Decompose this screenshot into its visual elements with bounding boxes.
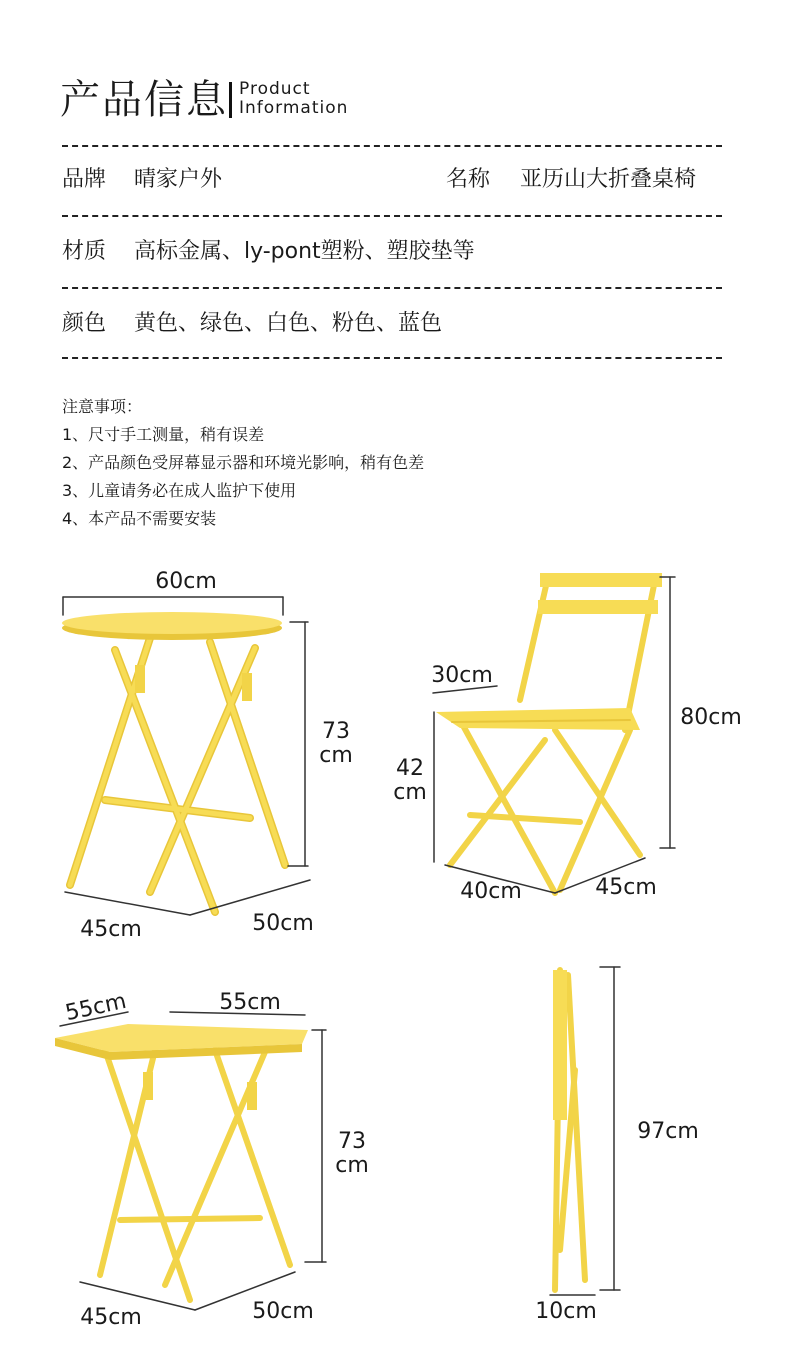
height-number: 73 bbox=[338, 1129, 366, 1154]
note-item: 1、尺寸手工测量，稍有误差 bbox=[62, 425, 265, 444]
chair-height-label: 80cm bbox=[680, 705, 742, 730]
note-item: 3、儿童请务必在成人监护下使用 bbox=[62, 481, 297, 500]
note-item: 4、本产品不需要安装 bbox=[62, 509, 217, 528]
height-number: 42 bbox=[396, 756, 424, 781]
material-label: 材质 bbox=[62, 239, 107, 264]
name-value: 亚历山大折叠桌椅 bbox=[520, 167, 697, 192]
brand-value: 晴家户外 bbox=[134, 167, 223, 192]
chair-depth-label: 45cm bbox=[595, 875, 657, 900]
brand-label: 品牌 bbox=[62, 167, 107, 192]
page-title: 产品信息 bbox=[60, 77, 228, 123]
square-table-depth-label: 45cm bbox=[80, 1305, 142, 1330]
height-number: 73 bbox=[322, 719, 350, 744]
folded-chair-image bbox=[553, 970, 585, 1290]
name-label: 名称 bbox=[446, 167, 491, 192]
square-table-top-a-label: 55cm bbox=[63, 988, 129, 1027]
folded-chair-thickness-label: 10cm bbox=[535, 1299, 597, 1324]
round-table-depth-label: 45cm bbox=[80, 917, 142, 942]
round-table-height-label bbox=[314, 720, 358, 768]
height-unit: cm bbox=[319, 743, 353, 768]
chair-image bbox=[436, 573, 662, 893]
chair-width-label: 40cm bbox=[460, 879, 522, 904]
round-table-image bbox=[62, 612, 285, 912]
title-en-line-2: Information bbox=[239, 98, 349, 118]
square-table-width-label: 50cm bbox=[252, 1299, 314, 1324]
chair-seat-height-label bbox=[388, 757, 432, 805]
chair-seat-depth-label: 30cm bbox=[431, 663, 493, 688]
material-value: 高标金属、ly-pont塑粉、塑胶垫等 bbox=[134, 239, 475, 264]
title-en-line-1: Product bbox=[239, 79, 311, 99]
color-value: 黄色、绿色、白色、粉色、蓝色 bbox=[134, 311, 443, 336]
note-item: 2、产品颜色受屏幕显示器和环境光影响，稍有色差 bbox=[62, 453, 425, 472]
folded-chair-height-label: 97cm bbox=[637, 1119, 699, 1144]
round-table-diameter-label: 60cm bbox=[155, 569, 217, 594]
square-table-top-b-label: 55cm bbox=[219, 990, 281, 1015]
notes-heading: 注意事项： bbox=[62, 397, 143, 416]
round-table-width-label: 50cm bbox=[252, 911, 314, 936]
height-unit: cm bbox=[393, 780, 427, 805]
square-table-height-label bbox=[330, 1130, 374, 1178]
square-table-image bbox=[55, 1024, 308, 1300]
height-unit: cm bbox=[335, 1153, 369, 1178]
color-label: 颜色 bbox=[62, 311, 107, 336]
